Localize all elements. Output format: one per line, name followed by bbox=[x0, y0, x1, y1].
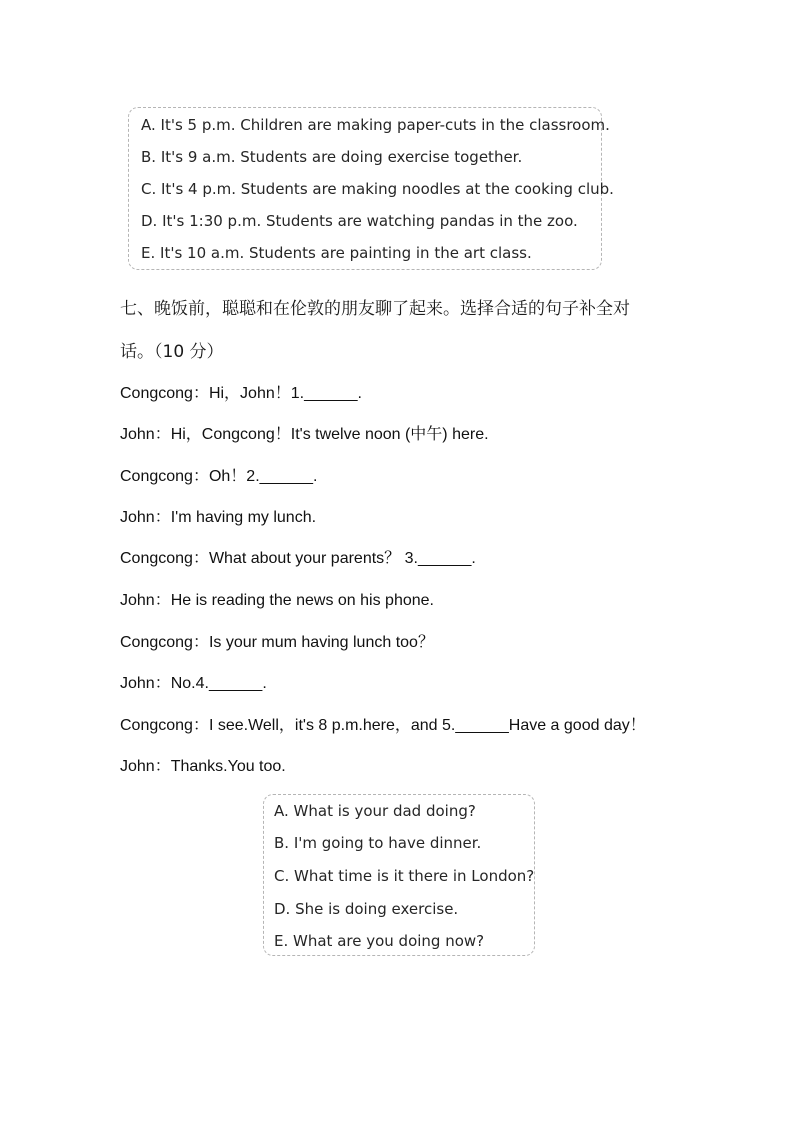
dialogue-line-1: Congcong：Hi，John！1.______. bbox=[120, 385, 362, 402]
bottom-option-a: A. What is your dad doing? bbox=[274, 802, 476, 820]
dialogue-line-10: John：Thanks.You too. bbox=[120, 758, 286, 775]
section-title-line2: 话。（10 分） bbox=[120, 342, 224, 362]
top-option-a: A. It's 5 p.m. Children are making paper-cuts in the classroom. bbox=[141, 116, 610, 134]
dialogue-line-4: John：I'm having my lunch. bbox=[120, 509, 317, 526]
dialogue-line-7: Congcong：Is your mum having lunch too？ bbox=[120, 634, 434, 651]
bottom-option-e: E. What are you doing now? bbox=[274, 932, 485, 950]
dialogue-line-9: Congcong：I see.Well，it's 8 p.m.here，and 5.______Have a good day！ bbox=[120, 717, 646, 734]
dialogue-line-2: John：Hi，Congcong！It's twelve noon (中午) here. bbox=[120, 426, 489, 443]
top-option-e: E. It's 10 a.m. Students are painting in the art class. bbox=[141, 244, 532, 262]
bottom-options-box bbox=[263, 794, 535, 956]
top-options-box bbox=[128, 107, 614, 270]
top-option-b: B. It's 9 a.m. Students are doing exercise together. bbox=[141, 148, 523, 166]
dialogue-line-8: John：No.4.______. bbox=[120, 675, 267, 692]
bottom-option-d: D. She is doing exercise. bbox=[274, 900, 459, 918]
top-option-c: C. It's 4 p.m. Students are making noodles at the cooking club. bbox=[141, 180, 614, 198]
bottom-option-c: C. What time is it there in London? bbox=[274, 867, 535, 885]
dialogue-line-3: Congcong：Oh！2.______. bbox=[120, 468, 318, 485]
top-option-d: D. It's 1:30 p.m. Students are watching pandas in the zoo. bbox=[141, 212, 578, 230]
dialogue-line-5: Congcong：What about your parents？ 3.______. bbox=[120, 550, 476, 567]
bottom-option-b: B. I'm going to have dinner. bbox=[274, 834, 482, 852]
dialogue-line-6: John：He is reading the news on his phone. bbox=[120, 592, 434, 609]
section-title-line1: 七、晚饭前，聪聪和在伦敦的朋友聊了起来。选择合适的句子补全对 bbox=[120, 299, 630, 319]
